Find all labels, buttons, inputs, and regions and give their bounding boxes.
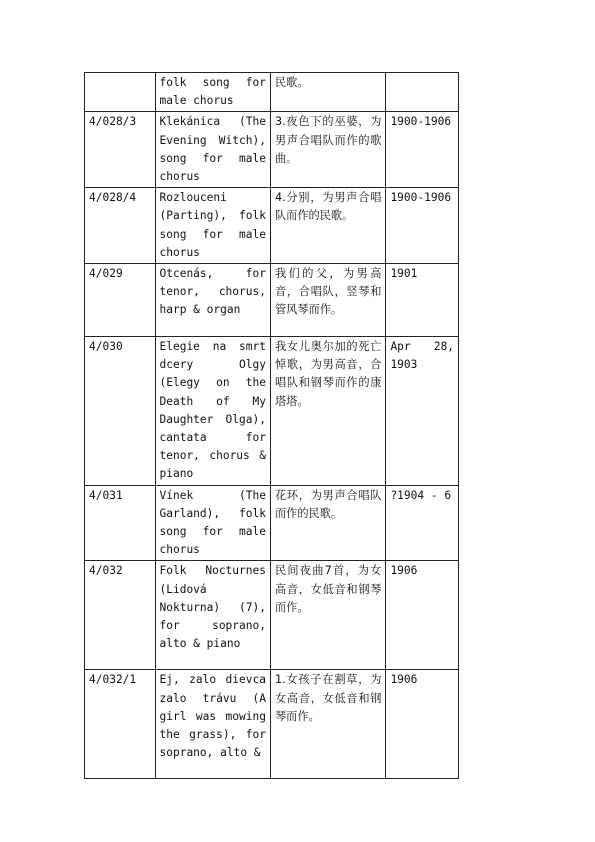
work-title: folk song for male chorus: [155, 73, 270, 112]
work-title: Elegie na smrt dcery Olgy (Elegy on the Death of My Daughter Olga), cantata for tenor, chorus & piano: [155, 337, 270, 486]
chinese-description: 民间夜曲7首，为女高音，女低音和钢琴而作。: [270, 561, 385, 670]
composition-date: 1901: [386, 264, 459, 337]
catalog-number: 4/031: [85, 485, 156, 561]
composition-date: 1900-1906: [386, 188, 459, 264]
composition-date: 1900-1906: [386, 112, 459, 188]
work-title: Rozlouceni (Parting), folk song for male chorus: [155, 188, 270, 264]
work-title: Vínek (The Garland), folk song for male chorus: [155, 485, 270, 561]
table-row: [85, 337, 459, 486]
composition-date: 1906: [386, 670, 459, 779]
work-title: Ej, zalo dievca zalo trávu (A girl was mowing the grass), for soprano, alto &: [155, 670, 270, 779]
table-row: [85, 264, 459, 337]
catalog-number: 4/032: [85, 561, 156, 670]
composition-date: 1906: [386, 561, 459, 670]
chinese-description: 1.女孩子在割草，为女高音，女低音和钢琴而作。: [270, 670, 385, 779]
work-title: Klekánica (The Evening Witch), song for male chorus: [155, 112, 270, 188]
catalog-table: [84, 72, 459, 779]
work-title: Folk Nocturnes (Lidová Nokturna) (7), for soprano, alto & piano: [155, 561, 270, 670]
catalog-number: 4/029: [85, 264, 156, 337]
chinese-description: 4.分别，为男声合唱队而作的民歌。: [270, 188, 385, 264]
work-title: Otcenás, for tenor, chorus, harp & organ: [155, 264, 270, 337]
composition-date: ?1904 - 6: [386, 485, 459, 561]
catalog-number: [85, 73, 156, 112]
chinese-description: 3.夜色下的巫婆，为男声合唱队而作的歌曲。: [270, 112, 385, 188]
catalog-number: 4/028/4: [85, 188, 156, 264]
catalog-number: 4/030: [85, 337, 156, 486]
composition-date: Apr 28, 1903: [386, 337, 459, 486]
table-row: [85, 670, 459, 779]
table-row: [85, 112, 459, 188]
chinese-description: 花环，为男声合唱队而作的民歌。: [270, 485, 385, 561]
chinese-description: 我们的父，为男高音，合唱队，竖琴和管风琴而作。: [270, 264, 385, 337]
chinese-description: 民歌。: [270, 73, 385, 112]
table-row: [85, 485, 459, 561]
catalog-number: 4/032/1: [85, 670, 156, 779]
table-row: [85, 73, 459, 112]
chinese-description: 我女儿奥尔加的死亡悼歌，为男高音，合唱队和钢琴而作的康塔塔。: [270, 337, 385, 486]
composition-date: [386, 73, 459, 112]
catalog-number: 4/028/3: [85, 112, 156, 188]
table-row: [85, 561, 459, 670]
table-row: [85, 188, 459, 264]
